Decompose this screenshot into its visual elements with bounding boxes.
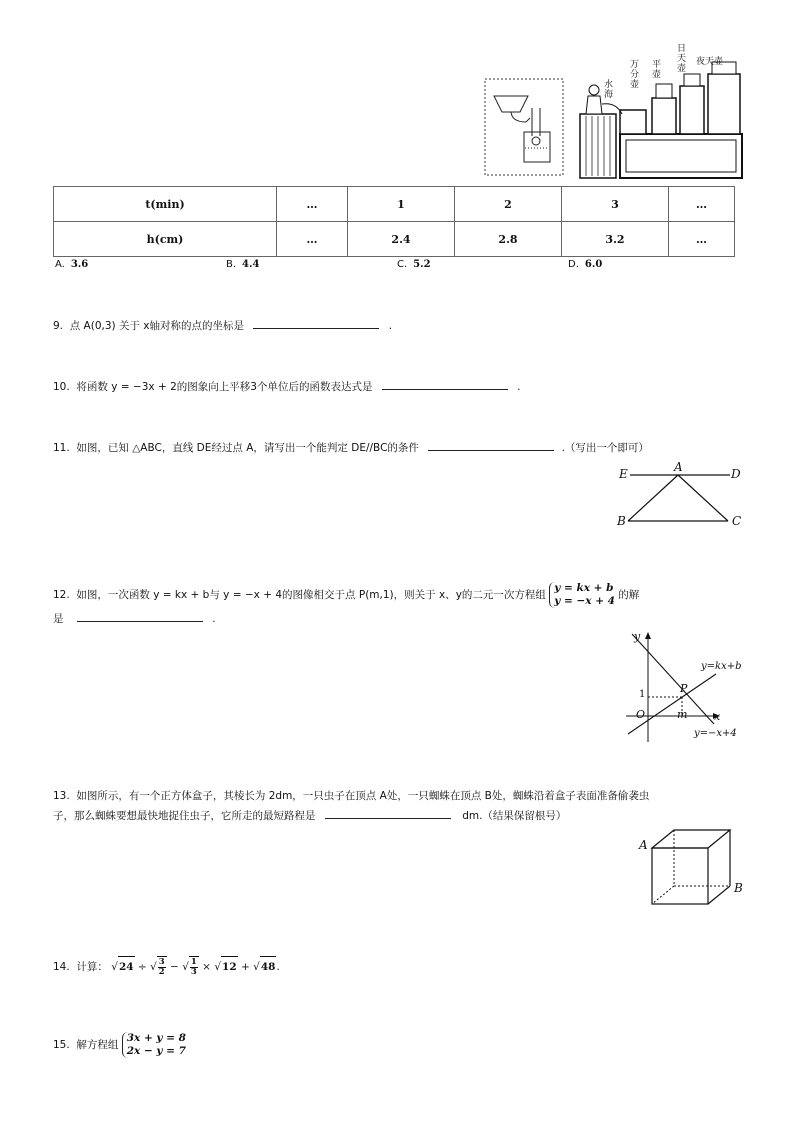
table-cell: … bbox=[669, 187, 735, 222]
line-kx-b-label: y=kx+b bbox=[701, 661, 742, 672]
question-11: 11. 如图，已知 △ABC，直线 DE经过点 A，请写出一个能判定 DE//BC的条件 .（写出一个即可） bbox=[53, 438, 649, 456]
m-label: m bbox=[677, 708, 688, 721]
origin-label: O bbox=[636, 708, 646, 721]
y-axis-label: y bbox=[634, 630, 641, 643]
point-a-label: A bbox=[674, 460, 683, 474]
table-cell: 2.4 bbox=[348, 222, 455, 257]
label-wanfenhu: 万分壶 bbox=[630, 60, 640, 90]
answer-blank-9[interactable] bbox=[253, 316, 379, 329]
table-cell: h(cm) bbox=[54, 222, 277, 257]
table-cell: … bbox=[669, 222, 735, 257]
question-13-line2: 子，那么蜘蛛要想最快地捉住虫子，它所走的最短路程是 dm.（结果保留根号） bbox=[53, 806, 566, 824]
question-12: 12. 如图，一次函数 y = kx + b与 y = −x + 4的图像相交于点 P(m,1)，则关于 x、y的二元一次方程组 y = kx + b y = −x + 4 的解 bbox=[53, 582, 640, 607]
question-15: 15. 解方程组 3x + y = 8 2x − y = 7 bbox=[53, 1032, 186, 1057]
question-12-line2: 是 . bbox=[53, 609, 216, 627]
equation-system-12: y = kx + b y = −x + 4 bbox=[549, 582, 615, 608]
y-value-one-label: 1 bbox=[639, 689, 646, 700]
choice-b[interactable]: B. 4.4 bbox=[226, 259, 260, 270]
table-row bbox=[54, 187, 735, 222]
answer-blank-12[interactable] bbox=[77, 609, 203, 622]
table-cell: 2.8 bbox=[455, 222, 562, 257]
label-yetianhu: 夜天壶 bbox=[696, 57, 724, 67]
apparatus-illustration bbox=[484, 78, 564, 176]
table-cell: 3 bbox=[562, 187, 669, 222]
point-e-label: E bbox=[619, 467, 628, 481]
table-cell: t(min) bbox=[54, 187, 277, 222]
point-p-label: P bbox=[680, 682, 688, 695]
point-d-label: D bbox=[731, 467, 741, 481]
table-cell: 3.2 bbox=[562, 222, 669, 257]
label-shuihai: 水海 bbox=[604, 80, 614, 100]
data-table bbox=[53, 186, 735, 257]
point-b-label: B bbox=[617, 514, 626, 528]
table-cell: 1 bbox=[348, 187, 455, 222]
vertex-a-label: A bbox=[639, 838, 648, 852]
question-9: 9. 点 A(0,3) 关于 x轴对称的点的坐标是 . bbox=[53, 316, 392, 334]
vertex-b-label: B bbox=[734, 881, 743, 895]
table-cell: … bbox=[277, 222, 348, 257]
choice-d[interactable]: D. 6.0 bbox=[568, 259, 603, 270]
equation-system-15: 3x + y = 8 2x − y = 7 bbox=[122, 1032, 186, 1058]
x-axis-label: x bbox=[714, 710, 721, 723]
cube-figure bbox=[648, 826, 736, 906]
table-cell: … bbox=[277, 187, 348, 222]
table-cell: 2 bbox=[455, 187, 562, 222]
answer-blank-13[interactable] bbox=[325, 806, 451, 819]
answer-blank-11[interactable] bbox=[428, 438, 554, 451]
point-c-label: C bbox=[732, 514, 742, 528]
table-row bbox=[54, 222, 735, 257]
question-13: 13. 如图所示，有一个正方体盒子，其棱长为 2dm，一只虫子在顶点 A处，一只蜘蛛在顶点 B处，蜘蛛沿着盒子表面准备偷袭虫 bbox=[53, 790, 650, 802]
question-14: 14. 计算： √24 ÷ √ $\frac{3}{2}$ − √ $\frac{1}{3}$ × √12 + √48. bbox=[53, 956, 280, 977]
label-ritianhu: 日天壶 bbox=[677, 44, 687, 74]
choice-c[interactable]: C. 5.2 bbox=[397, 259, 431, 270]
choice-a[interactable]: A. 3.6 bbox=[55, 259, 89, 270]
question-10: 10. 将函数 y = −3x + 2的图象向上平移3个单位后的函数表达式是 . bbox=[53, 377, 520, 395]
line-neg-x-4-label: y=−x+4 bbox=[694, 728, 737, 739]
answer-blank-10[interactable] bbox=[382, 377, 508, 390]
label-pinghu: 平壶 bbox=[652, 60, 662, 80]
